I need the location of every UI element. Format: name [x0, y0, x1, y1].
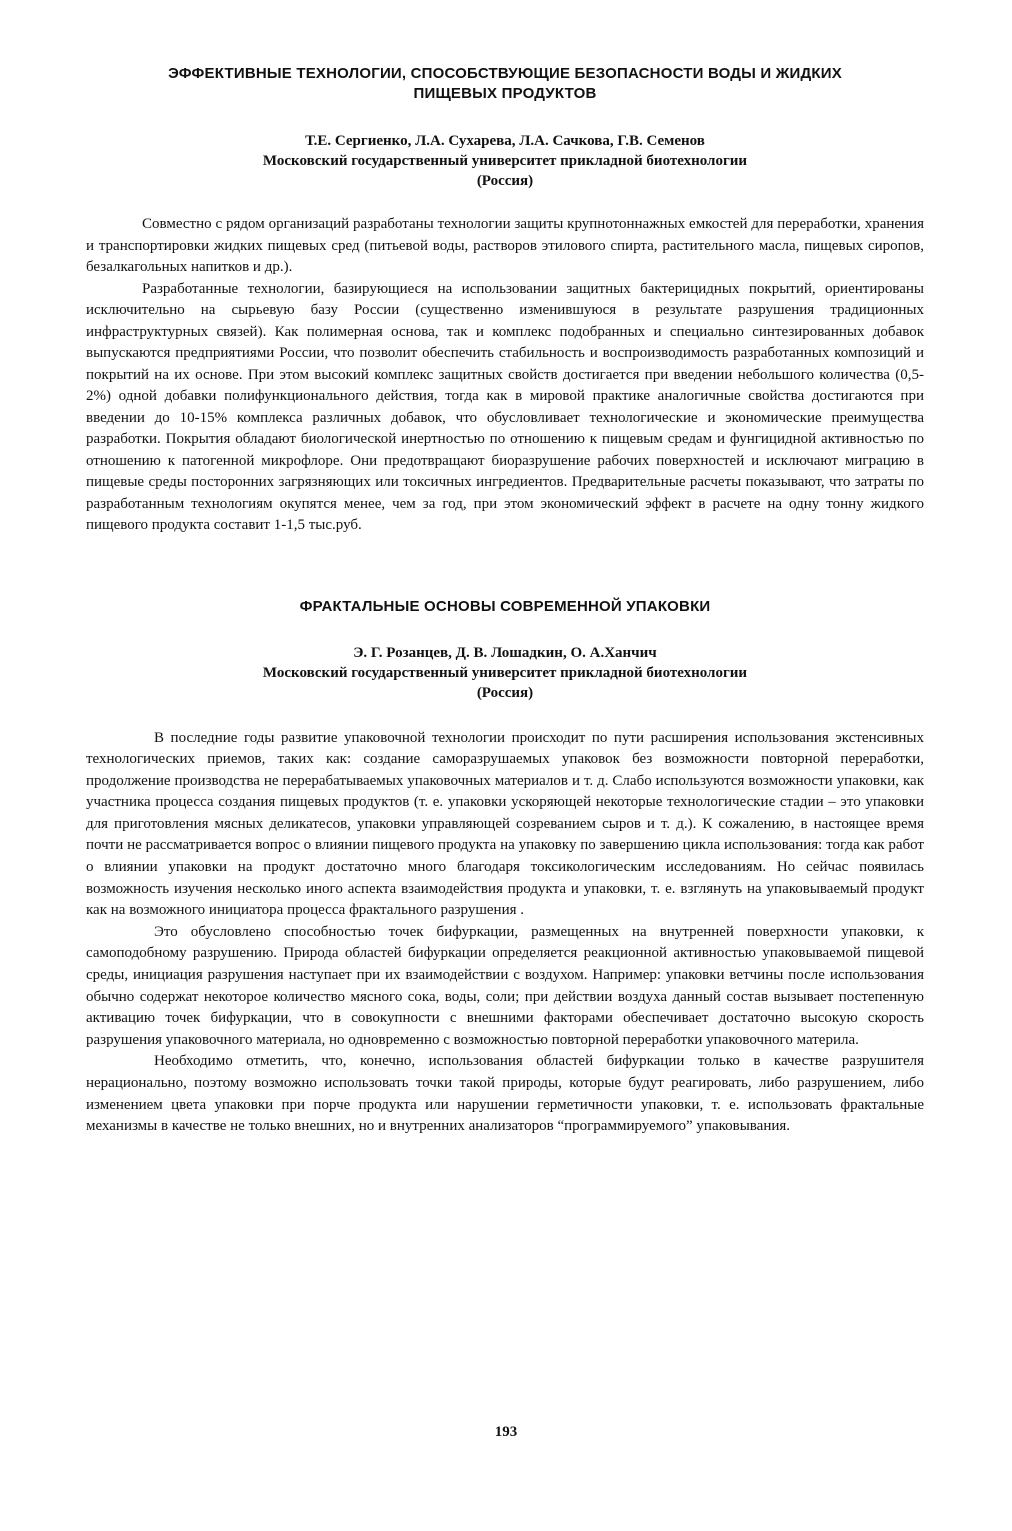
article-2-authors: Э. Г. Розанцев, Д. В. Лошадкин, О. А.Ханчич — [353, 644, 657, 661]
article-2-affiliation: Московский государственный университет прикладной биотехнологии — [262, 664, 748, 681]
article-1-byline — [86, 131, 924, 191]
article-1-authors: Т.Е. Сергиенко, Л.А. Сухарева, Л.А. Сачкова, Г.В. Семенов — [305, 133, 705, 149]
page-content — [86, 62, 924, 1138]
article-1-paragraph: Совместно с рядом организаций разработаны технологии защиты крупнотоннажных емкостей для переработки, хранения и транспортировки жидких пищевых сред (питьевой воды, растворов этилового спирта, растительного масла, пищевых сиропов, безалкагольных напитков и др.). — [86, 216, 924, 275]
article-2-country: (Россия) — [476, 684, 534, 701]
article-1-country: (Россия) — [476, 173, 534, 189]
article-2-byline — [86, 643, 924, 703]
article-2-paragraph: Необходимо отметить, что, конечно, использования областей бифуркации только в качестве разрушителя нерационально, поэтому возможно использовать точки такой природы, которые будут реагировать, либо разрушением, либо изменением цвета упаковки при порче продукта или нарушении герметичности упаковки, т. е. использовать фрактальные механизмы в качестве не только внешних, но и внутренних анализаторов “программируемого” упаковывания. — [86, 1053, 924, 1135]
article-1-affiliation: Московский государственный университет прикладной биотехнологии — [262, 153, 748, 169]
article-2 — [86, 597, 924, 1138]
article-2-paragraph: Это обусловлено способностью точек бифуркации, размещенных на внутренней поверхности упаковки, к самоподобному разрушению. Природа областей бифуркации определяется реакционной активностью упаковываемой пищевой среды, инициация разрушения наступает при их взаимодействии с воздухом. Например: упаковки ветчины после использования обычно содержат некоторое количество мясного сока, воды, соли; при действии воздуха данный состав вызывает постепенную активацию точек бифуркации, что в совокупности с внешними факторами обеспечивает достаточно высокую скорость разрушения упаковочного материала, но одновременно с возможностью повторной переработки упаковочного материла. — [86, 923, 924, 1048]
article-2-body — [86, 728, 924, 1138]
article-2-paragraph: В последние годы развитие упаковочной технологии происходит по пути расширения использования экстенсивных технологических приемов, таких как: создание саморазрушаемых упаковок без возможности повторной переработки, продолжение производства не перерабатываемых упаковочных материалов и т. д. Слабо используются возможности упаковки, как участника процесса создания пищевых продуктов (т. е. упаковки ускоряющей некоторые технологические стадии – это упаковки для приготовления мясных деликатесов, упаковки управляющей созреванием сыров и т. д.). К сожалению, в настоящее время почти не рассматривается вопрос о влиянии пищевого продукта на упаковку по завершению цикла использования: тогда как работ о влиянии упаковки на продукт достаточно много благодаря токсикологическим исследованиям. Но сейчас появилась возможность изучения несколько иного аспекта взаимодействия продукта и упаковки, т. е. взглянуть на упаковываемый продукт как на возможного инициатора процесса фрактального разрушения . — [86, 729, 924, 919]
article-1 — [86, 64, 924, 537]
page-number: 193 — [494, 1424, 518, 1440]
article-1-title: ЭФФЕКТИВНЫЕ ТЕХНОЛОГИИ, СПОСОБСТВУЮЩИЕ БЕЗОПАСНОСТИ ВОДЫ И ЖИДКИХ ПИЩЕВЫХ ПРОДУКТОВ — [168, 65, 842, 102]
article-2-title: ФРАКТАЛЬНЫЕ ОСНОВЫ СОВРЕМЕННОЙ УПАКОВКИ — [299, 597, 711, 615]
article-1-body — [86, 214, 924, 537]
article-1-paragraph: Разработанные технологии, базирующиеся на использовании защитных бактерицидных покрытий, ориентированы исключительно на сырьевую базу России (существенно изменившуюся в результате разрушения традиционных инфраструктурных связей). Как полимерная основа, так и комплекс подобранных и специально синтезированных добавок выпускаются предприятиями России, что позволит обеспечить стабильность и воспроизводимость разработанных композиций и покрытий на их основе. При этом высокий комплекс защитных свойств достигается при введении небольшого количества (0,5-2%) одной добавки полифункционального действия, тогда как в мировой практике аналогичные свойства достигаются при введении до 10-15% комплекса различных добавок, что обусловливает технологические и экономические преимущества разработки. Покрытия обладают биологической инертностью по отношению к пищевым средам и фунгицидной активностью по отношению к патогенной микрофлоре. Они предотвращают биоразрушение рабочих поверхностей и исключают миграцию в пищевые среды посторонних загрязняющих или токсичных ингредиентов. Предварительные расчеты показывают, что затраты по разработанным технологиям окупятся менее, чем за год, при этом экономический эффект в расчете на одну тонну жидкого пищевого продукта составит 1-1,5 тыс.руб. — [86, 280, 924, 533]
